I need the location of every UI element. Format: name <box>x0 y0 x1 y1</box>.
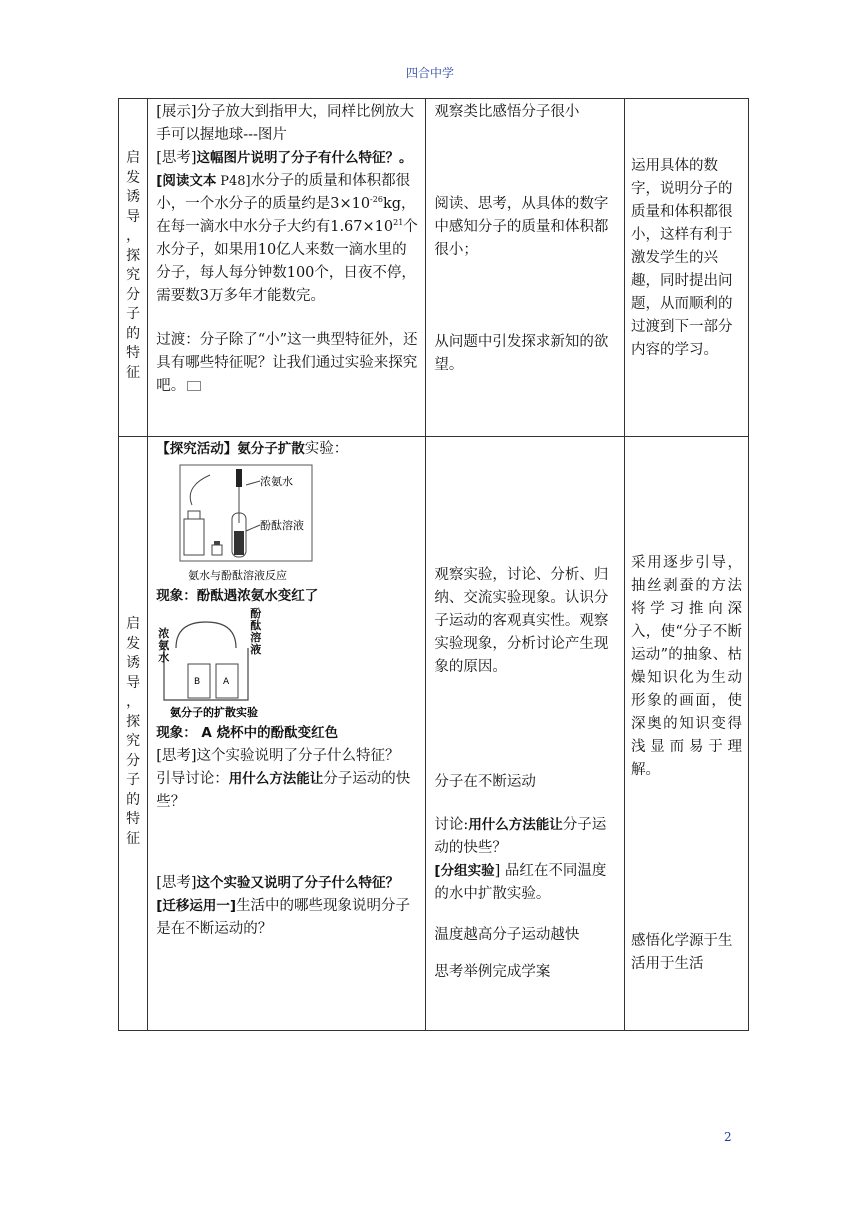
guide-bold: 用什么方法能让 <box>228 771 324 787</box>
student-text-2: 分子在不断运动 <box>434 774 536 790</box>
reading-text-b: kg，在每一滴水中水分子大约有1.67×10 <box>156 196 416 235</box>
fig1-label-top: 浓氨水 <box>260 475 294 488</box>
stage-char: 导 <box>126 674 141 691</box>
student-text-3: 从问题中引发探求新知的欲望。 <box>434 334 609 373</box>
stage-char: 征 <box>126 364 141 381</box>
table-row <box>119 99 749 437</box>
ammonia-phenolphthalein-figure <box>156 461 419 585</box>
transition-text: 过渡：分子除了“小”这一典型特征外，还具有哪些特征呢？让我们通过实验来探究吧。 <box>156 332 418 394</box>
apply-paragraph <box>156 895 419 941</box>
think-paragraph-2 <box>156 872 419 895</box>
activity-heading <box>156 438 419 461</box>
think-text: 这幅图片说明了分子有什么特征？。 <box>196 150 413 166</box>
phenomenon-2: 现象： A 烧杯中的酚酞变红色 <box>156 725 339 741</box>
stage-label <box>125 437 141 849</box>
stage-char: 究 <box>126 267 141 283</box>
page-header: 四合中学 <box>405 66 454 80</box>
think1-text: 这个实验说明了分子什么特征？ <box>196 748 400 764</box>
exponent-2: 21 <box>393 218 404 228</box>
stage-char: 子 <box>126 772 141 788</box>
reading-text-c: 个水分子，如果用10亿人来数一滴水里的分子，每人每分钟数100个，日夜不停，需要数3万多年才能数完。 <box>156 219 418 304</box>
think-paragraph <box>156 147 419 170</box>
student-text-3: 讨论:用什么方法能让分子运动的快些？ <box>434 817 607 856</box>
lesson-table <box>118 98 749 1031</box>
teacher-activity-cell <box>148 437 426 1031</box>
stage-char: 导 <box>126 208 141 225</box>
stage-label <box>125 99 141 383</box>
stage-char: 诱 <box>126 655 141 671</box>
think-tag: [思考] <box>156 150 197 166</box>
reading-text-a: 水分子的质量和体积都很小，一个水分子的质量约是3×10 <box>156 173 411 212</box>
stage-char: 诱 <box>126 189 141 205</box>
student-activity-cell <box>426 437 625 1031</box>
think2-tag: [思考] <box>156 875 197 891</box>
guide-label: 引导讨论： <box>156 771 229 787</box>
apply-text: 生活中的哪些现象说明分子是在不断运动的？ <box>156 898 411 937</box>
activity-tail: 实验： <box>304 441 349 457</box>
design-intent-cell <box>624 99 748 437</box>
intent-text-2: 感悟化学源于生活用于生活 <box>630 933 733 972</box>
stage-char: 分 <box>126 286 141 303</box>
fig1-caption: 氨水与酚酞溶液反应 <box>188 569 288 582</box>
guide-paragraph <box>156 768 419 814</box>
fig2-right-label: 酚酞溶液 <box>250 607 262 656</box>
student-text-1: 观察实验，讨论、分析、归纳、交流实验现象。认识分子运动的客观真实性。观察实验现象，分析讨论产生现象的原因。 <box>434 567 609 675</box>
stage-char: ， <box>126 228 141 244</box>
apparatus-drawing <box>156 461 316 585</box>
stage-char: 子 <box>126 306 141 322</box>
stage-cell <box>119 99 148 437</box>
fig2-caption: 氨分子的扩散实验 <box>170 706 259 719</box>
apply-tag: [迁移运用一] <box>156 898 237 914</box>
stage-char: 启 <box>126 150 141 166</box>
think-paragraph-1 <box>156 745 419 768</box>
phenomenon-1: 现象：酚酞遇浓氨水变红了 <box>156 588 319 604</box>
stage-char: 的 <box>126 325 141 342</box>
note-icon <box>187 381 201 391</box>
stage-char: 的 <box>126 791 141 808</box>
beaker-a-label: A <box>223 677 230 687</box>
stage-char: 分 <box>126 752 141 769</box>
table-row <box>119 437 749 1031</box>
show-tag: [展示] <box>156 104 197 120</box>
student-text-5: 温度越高分子运动越快 <box>434 927 580 943</box>
think2-text: 这个实验又说明了分子什么特征？ <box>196 875 400 891</box>
fig2-left-label: 浓氨水 <box>158 627 170 664</box>
show-paragraph <box>156 101 419 147</box>
student-text-2: 阅读、思考，从具体的数字中感知分子的质量和体积都很小； <box>434 196 609 258</box>
teacher-activity-cell <box>148 99 426 437</box>
reading-paragraph <box>156 170 419 308</box>
student-text-1: 观察类比感悟分子很小 <box>434 104 580 120</box>
activity-text: 氨分子扩散 <box>237 441 305 457</box>
stage-char: 特 <box>126 345 141 361</box>
intent-text-1: 采用逐步引导，抽丝剥蚕的方法将学习推向深入，使“分子不断运动”的抽象、枯燥知识化为生动形象的画面，使深奥的知识变得浅显而易于理解。 <box>630 555 742 778</box>
stage-char: 究 <box>126 733 141 749</box>
design-intent-cell <box>624 437 748 1031</box>
stage-cell <box>119 437 148 1031</box>
student-activity-cell <box>426 99 625 437</box>
guide-text: 分子运动的快些？ <box>156 771 411 810</box>
intent-text: 运用具体的数字，说明分子的质量和体积都很小，这样有利于激发学生的兴趣，同时提出问题，从而顺利的过渡到下一部分内容的学习。 <box>630 158 733 358</box>
stage-char: ， <box>126 694 141 710</box>
stage-char: 启 <box>126 616 141 632</box>
think1-tag: [思考] <box>156 748 197 764</box>
stage-char: 征 <box>126 830 141 847</box>
beaker-b-label: B <box>194 677 201 687</box>
reading-tag: [阅读文本 <box>156 173 217 189</box>
stage-char: 发 <box>126 169 141 186</box>
exponent-1: -26 <box>370 195 383 205</box>
student-text-6: 思考举例完成学案 <box>434 964 551 980</box>
stage-char: 探 <box>126 713 141 730</box>
fig1-label-bottom: 酚酞溶液 <box>260 519 305 532</box>
stage-char: 特 <box>126 811 141 827</box>
student-text-4: [分组实验] 品红在不同温度的水中扩散实验。 <box>434 863 607 902</box>
stage-char: 发 <box>126 635 141 652</box>
reading-ref: P48] <box>220 174 251 189</box>
ammonia-diffusion-figure <box>156 608 419 722</box>
activity-tag: 【探究活动】 <box>156 441 238 457</box>
show-text: 分子放大到指甲大，同样比例放大手可以握地球---图片 <box>156 104 415 143</box>
diffusion-drawing <box>156 608 306 722</box>
transition-paragraph <box>156 329 419 398</box>
stage-char: 探 <box>126 247 141 264</box>
page-number: 2 <box>724 1130 732 1144</box>
